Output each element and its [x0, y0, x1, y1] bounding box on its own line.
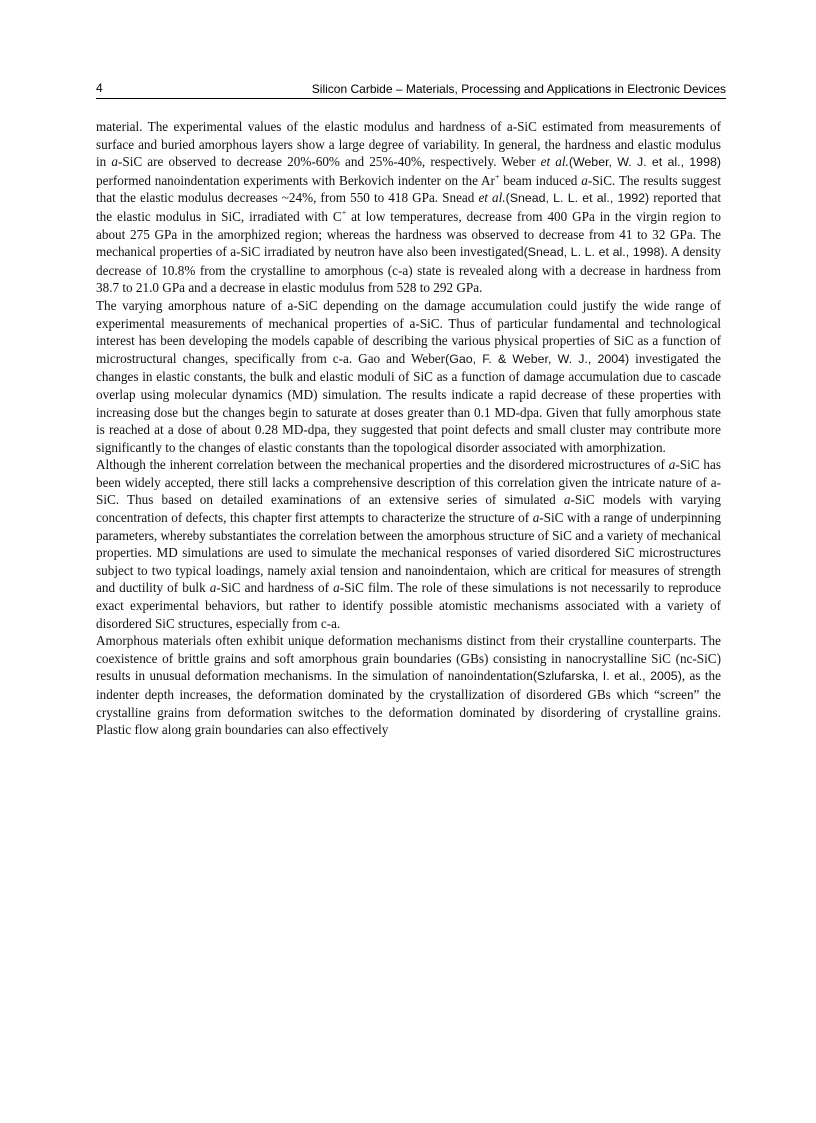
text-run: investigated the changes in elastic constants, the bulk and elastic moduli of SiC as a function of damage accumulation due to cascade overlap using molecular dynamics (MD) simulation. The results indicate a rapid decrease of these properties with increasing dose but the changes begin to saturate at doses greater than 0.1 MD-dpa. Given that fully amorphous state is reached at a dose of about 0.28 MD-dpa, they suggested that point defects and small cluster may contribute more significantly to the changes of elastic constants than the topological disorder associated with amorphization.: [96, 350, 721, 455]
italic-text: a: [333, 580, 340, 596]
citation: (Gao, F. & Weber, W. J., 2004): [445, 351, 630, 366]
italic-text: a: [668, 457, 676, 473]
italic-text: a: [563, 492, 571, 508]
text-run: -SiC and hardness of: [216, 580, 334, 596]
text-run: The varying amorphous nature of a-SiC depending on the damage accumulation could justify the wide range of experimental measurements of mechanical properties of a-SiC. Thus of particular fundamental and technological interest has been developing the models capable of describing the various physical properties of SiC as a function of microstructural changes, specifically from c-a. Gao and Weber: [96, 297, 721, 366]
italic-text: a: [209, 580, 217, 596]
text-run: , as the indenter depth increases, the deformation dominated by the crystallization of disordered GBs which “screen” the crystalline grains from deformation switches to the deformation dominated by disordering of crystalline grains. Plastic flow along grain boundaries can also effectively: [96, 668, 721, 738]
text-run: performed nanoindentation experiments with Berkovich indenter on the Ar: [96, 172, 495, 188]
text-run: Although the inherent correlation between the mechanical properties and the disordered microstructures of: [96, 457, 669, 473]
text-run: material. The experimental values of the elastic modulus and hardness of a-SiC estimated from measurements of surface and buried amorphous layers show a large degree of variability. In general, the hardness and elastic modulus in: [96, 119, 721, 170]
text-run: at low temperatures, decrease from 400 GPa in the virgin region to about 275 GPa in the amorphized region; whereas the hardness was observed to decrease from 41 to 32 GPa. The mechanical properties of a-SiC irradiated by neutron have also been investigated: [96, 208, 721, 260]
paragraph: [96, 118, 721, 297]
italic-text: a: [111, 154, 118, 170]
text-run: . A density decrease of 10.8% from the crystalline to amorphous (c-a) state is revealed along with a decrease in hardness from 38.7 to 21.0 GPa and a decrease in elastic modulus from 528 to 292 GPa.: [96, 244, 721, 296]
citation: (Snead, L. L. et al., 1992): [505, 191, 650, 206]
paragraph: [96, 297, 721, 456]
italic-text: et al.: [540, 154, 569, 170]
text-run: -SiC with a range of underpinning parameters, whereby substantiates the correlation between the amorphous structure of SiC and a variety of mechanical properties. MD simulations are used to simulate the mechanical responses of varied disordered SiC microstructures subject to two typical loadings, namely axial tension and nanoindentaion, which are critical for measures of strength and ductility of bulk: [96, 510, 722, 596]
italic-text: a: [581, 172, 588, 188]
italic-text: a: [532, 510, 540, 526]
text-run: beam induced: [499, 172, 582, 188]
paragraph: [96, 632, 721, 739]
text-run: -SiC. The results suggest that the elastic modulus decreases ~24%, from 550 to 418 GPa. Snead: [96, 172, 721, 206]
text-run: reported that the elastic modulus in SiC, irradiated with C: [96, 190, 721, 224]
body-text: [96, 118, 721, 739]
superscript: +: [341, 208, 347, 218]
paragraph: [96, 456, 721, 632]
citation: (Szlufarska, I. et al., 2005): [532, 669, 682, 684]
superscript: +: [494, 172, 500, 182]
text-run: -SiC has been widely accepted, there still lacks a comprehensive description of this correlation given the intricate nature of a-SiC. Thus based on detailed examinations of an extensive series of simulated: [96, 457, 721, 508]
citation: (Snead, L. L. et al., 1998): [523, 245, 665, 260]
text-run: -SiC models with varying concentration of defects, this chapter first attempts to characterize the structure of: [96, 492, 721, 526]
page-header: [96, 80, 726, 99]
citation: (Weber, W. J. et al., 1998): [568, 155, 721, 170]
text-run: Amorphous materials often exhibit unique deformation mechanisms distinct from their crystalline counterparts. The coexistence of brittle grains and soft amorphous grain boundaries (GBs) consisting in nanocrystalline SiC (nc-SiC) results in unusual deformation mechanisms. In the simulation of nanoindentation: [96, 633, 721, 684]
text-run: -SiC film. The role of these simulations is not necessarily to reproduce exact experimental behaviors, but rather to identify possible atomistic mechanisms associated with a variety of disordered SiC structures, especially from c-a.: [96, 580, 721, 631]
text-run: -SiC are observed to decrease 20%-60% and 25%-40%, respectively. Weber: [117, 154, 541, 170]
running-title: Silicon Carbide – Materials, Processing and Applications in Electronic Devices: [311, 82, 726, 96]
italic-text: et al.: [478, 190, 506, 206]
page-number: 4: [96, 81, 103, 95]
